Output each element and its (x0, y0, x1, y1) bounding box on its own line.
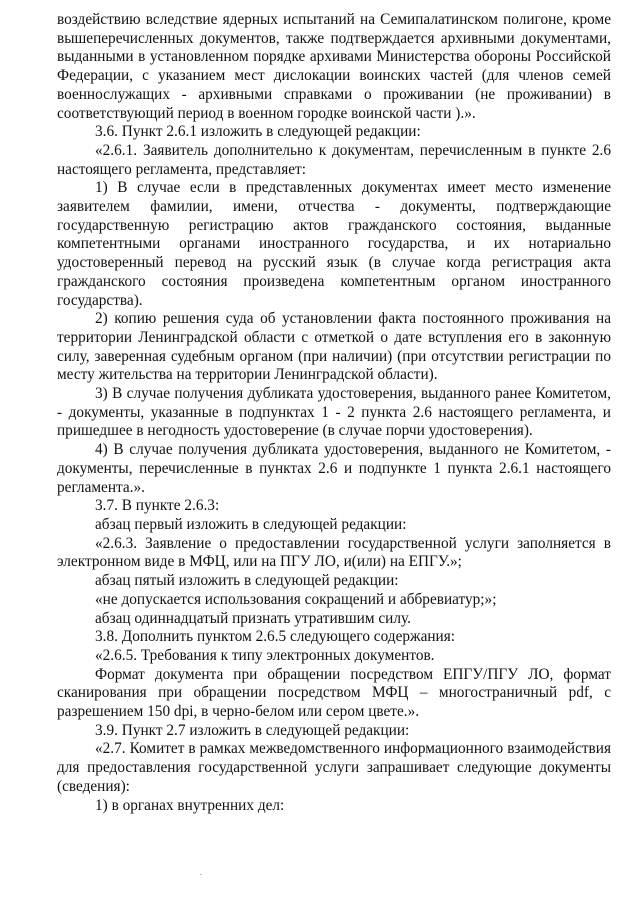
paragraph-item-3-9: 3.9. Пункт 2.7 изложить в следующей редакции: (95, 721, 410, 739)
paragraph-eleventh-abzac: абзац одиннадцатый признать утратившим силу. (95, 609, 411, 627)
paragraph-item-3-6: 3.6. Пункт 2.6.1 изложить в следующей редакции: (95, 123, 421, 141)
paragraph-2-6-1: «2.6.1. Заявитель дополнительно к документам, перечисленным в пункте 2.6 настоящего регламента, представляет: (57, 141, 611, 178)
paragraph-continuation: воздействию вследствие ядерных испытаний на Семипалатинском полигоне, кроме вышеперечисленных документов, также подтверждается архивными документами, выданными в установленном порядке архивами Министерства обороны Российской Федерации, с указанием мест дислокации воинских частей (для членов семей военнослужащих - архивными справками о проживании (не проживании) в соответствующий период в военном городке воинской части ).». (57, 11, 611, 122)
document-body (57, 11, 611, 815)
paragraph-item-3-8: 3.8. Дополнить пунктом 2.6.5 следующего содержания: (95, 628, 456, 646)
paragraph-document-format: Формат документа при обращении посредством ЕПГУ/ПГУ ЛО, формат сканирования при обращении посредством МФЦ – многостраничный pdf, с разрешением 150 dpi, в черно-белом или сером цвете.». (57, 665, 611, 721)
paragraph-2-6-5: «2.6.5. Требования к типу электронных документов. (95, 646, 435, 664)
paragraph-2-7: «2.7. Комитет в рамках межведомственного информационного взаимодействия для предоставления государственной услуги запрашивает следующие документы (сведения): (57, 740, 611, 795)
paragraph-subitem-internal-affairs: 1) в органах внутренних дел: (95, 796, 285, 814)
paragraph-subitem-3: 3) В случае получения дубликата удостоверения, выданного ранее Комитетом, - документы, указанные в подпунктах 1 - 2 пункта 2.6 настоящего регламента, и пришедшее в негодность удостоверение (в случае порчи удостоверения). (57, 385, 611, 440)
paragraph-2-6-3: «2.6.3. Заявление о предоставлении государственной услуги заполняется в электронном виде в МФЦ, или на ПГУ ЛО, и(или) на ЕПГУ.»; (57, 534, 611, 571)
paragraph-subitem-4: 4) В случае получения дубликата удостоверения, выданного не Комитетом, - документы, перечисленные в пунктах 2.6 и подпункте 1 пункта 2.6.1 настоящего регламента.». (57, 441, 611, 496)
paragraph-fifth-abzac: абзац пятый изложить в следующей редакции: (95, 572, 399, 590)
paragraph-no-abbreviations: «не допускается использования сокращений и аббревиатур;»; (95, 590, 497, 608)
paragraph-item-3-7: 3.7. В пункте 2.6.3: (95, 497, 220, 515)
paragraph-subitem-2: 2) копию решения суда об установлении факта постоянного проживания на территории Ленинградской области с отметкой о дате вступления его в законную силу, заверенная судебным органом (при наличии) (при отсутствии регистрации по месту жительства на территории Ленинградской области). (57, 310, 611, 384)
paragraph-subitem-1: 1) В случае если в представленных документах имеет место изменение заявителем фамилии, имени, отчества - документы, подтверждающие государственную регистрацию актов гражданского состояния, выданные компетентными органами иностранного государства, и их нотариально удостоверенный перевод на русский язык (в случае когда регистрация акта гражданского состояния произведена компетентным органом иностранного государства). (57, 179, 611, 309)
paragraph-first-abzac: абзац первый изложить в следующей редакции: (95, 515, 407, 533)
